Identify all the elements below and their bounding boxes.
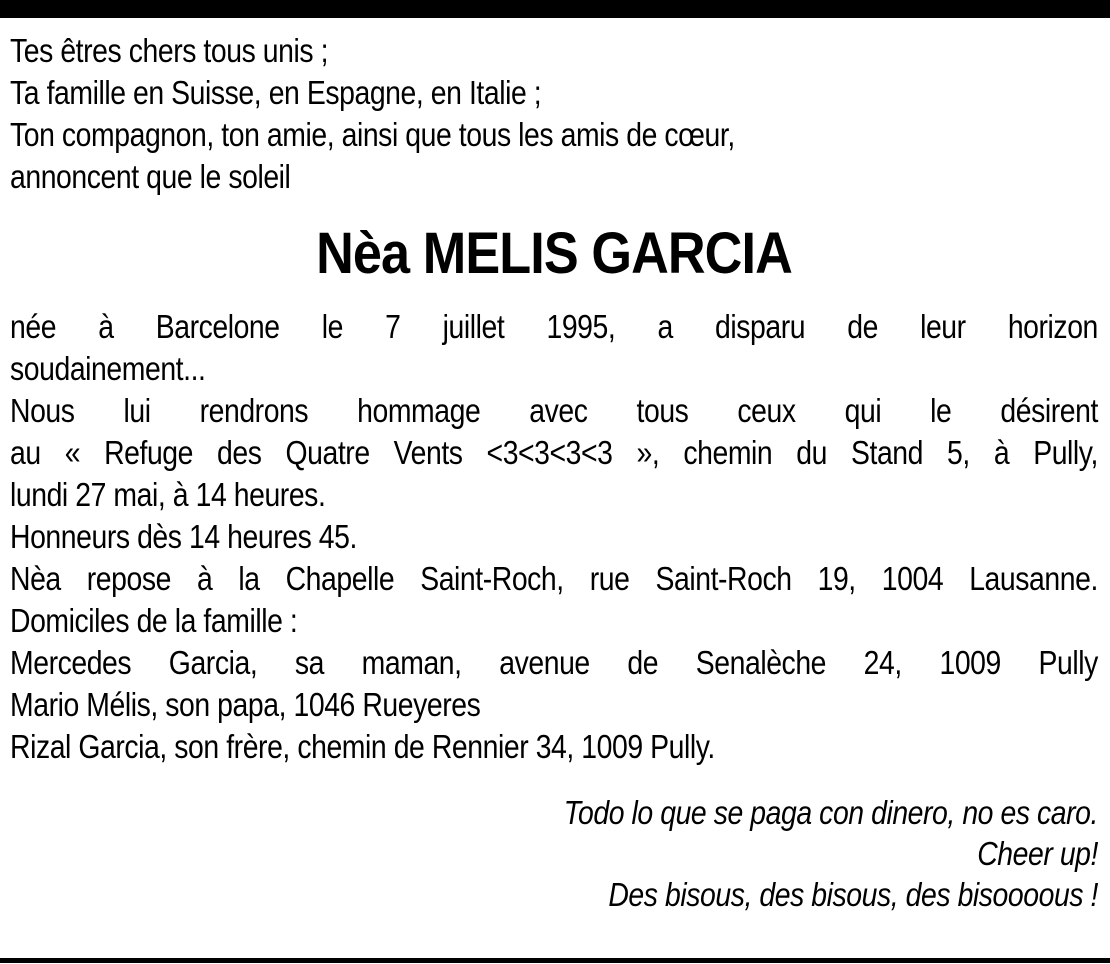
intro-line: annoncent que le soleil	[10, 158, 291, 195]
tribute-line: Nous lui rendrons hommage avec tous ceux qui le désirent	[10, 392, 1098, 429]
obituary-notice	[10, 30, 1098, 915]
bottom-border-rule	[0, 958, 1110, 963]
intro-block	[10, 30, 1098, 198]
family-domicile-father: Mario Mélis, son papa, 1046 Rueyeres	[10, 686, 481, 723]
tribute-location-line: au « Refuge des Quatre Vents <3<3<3<3 », chemin du Stand 5, à Pully,	[10, 434, 1098, 471]
intro-line: Tes êtres chers tous unis ;	[10, 32, 329, 69]
tribute-date-line: lundi 27 mai, à 14 heures.	[10, 476, 326, 513]
birth-line: née à Barcelone le 7 juillet 1995, a disparu de leur horizon	[10, 308, 1098, 345]
top-border-bar	[0, 0, 1110, 18]
intro-line: Ta famille en Suisse, en Espagne, en Italie ;	[10, 74, 542, 111]
birth-line-continued: soudainement...	[10, 350, 206, 387]
motto-line: Cheer up!	[977, 835, 1098, 872]
domiciles-label: Domiciles de la famille :	[10, 602, 298, 639]
closing-mottos	[10, 792, 1098, 915]
notice-body	[10, 306, 1098, 768]
motto-line: Todo lo que se paga con dinero, no es caro.	[563, 794, 1098, 831]
resting-place-line: Nèa repose à la Chapelle Saint-Roch, rue Saint-Roch 19, 1004 Lausanne.	[10, 560, 1098, 597]
family-domicile-mother: Mercedes Garcia, sa maman, avenue de Senalèche 24, 1009 Pully	[10, 644, 1098, 681]
intro-line: Ton compagnon, ton amie, ainsi que tous les amis de cœur,	[10, 116, 735, 153]
motto-line: Des bisous, des bisous, des bisoooous !	[608, 876, 1098, 913]
honours-line: Honneurs dès 14 heures 45.	[10, 518, 357, 555]
deceased-name: Nèa MELIS GARCIA	[316, 221, 792, 286]
family-domicile-brother: Rizal Garcia, son frère, chemin de Rennier 34, 1009 Pully.	[10, 728, 715, 765]
